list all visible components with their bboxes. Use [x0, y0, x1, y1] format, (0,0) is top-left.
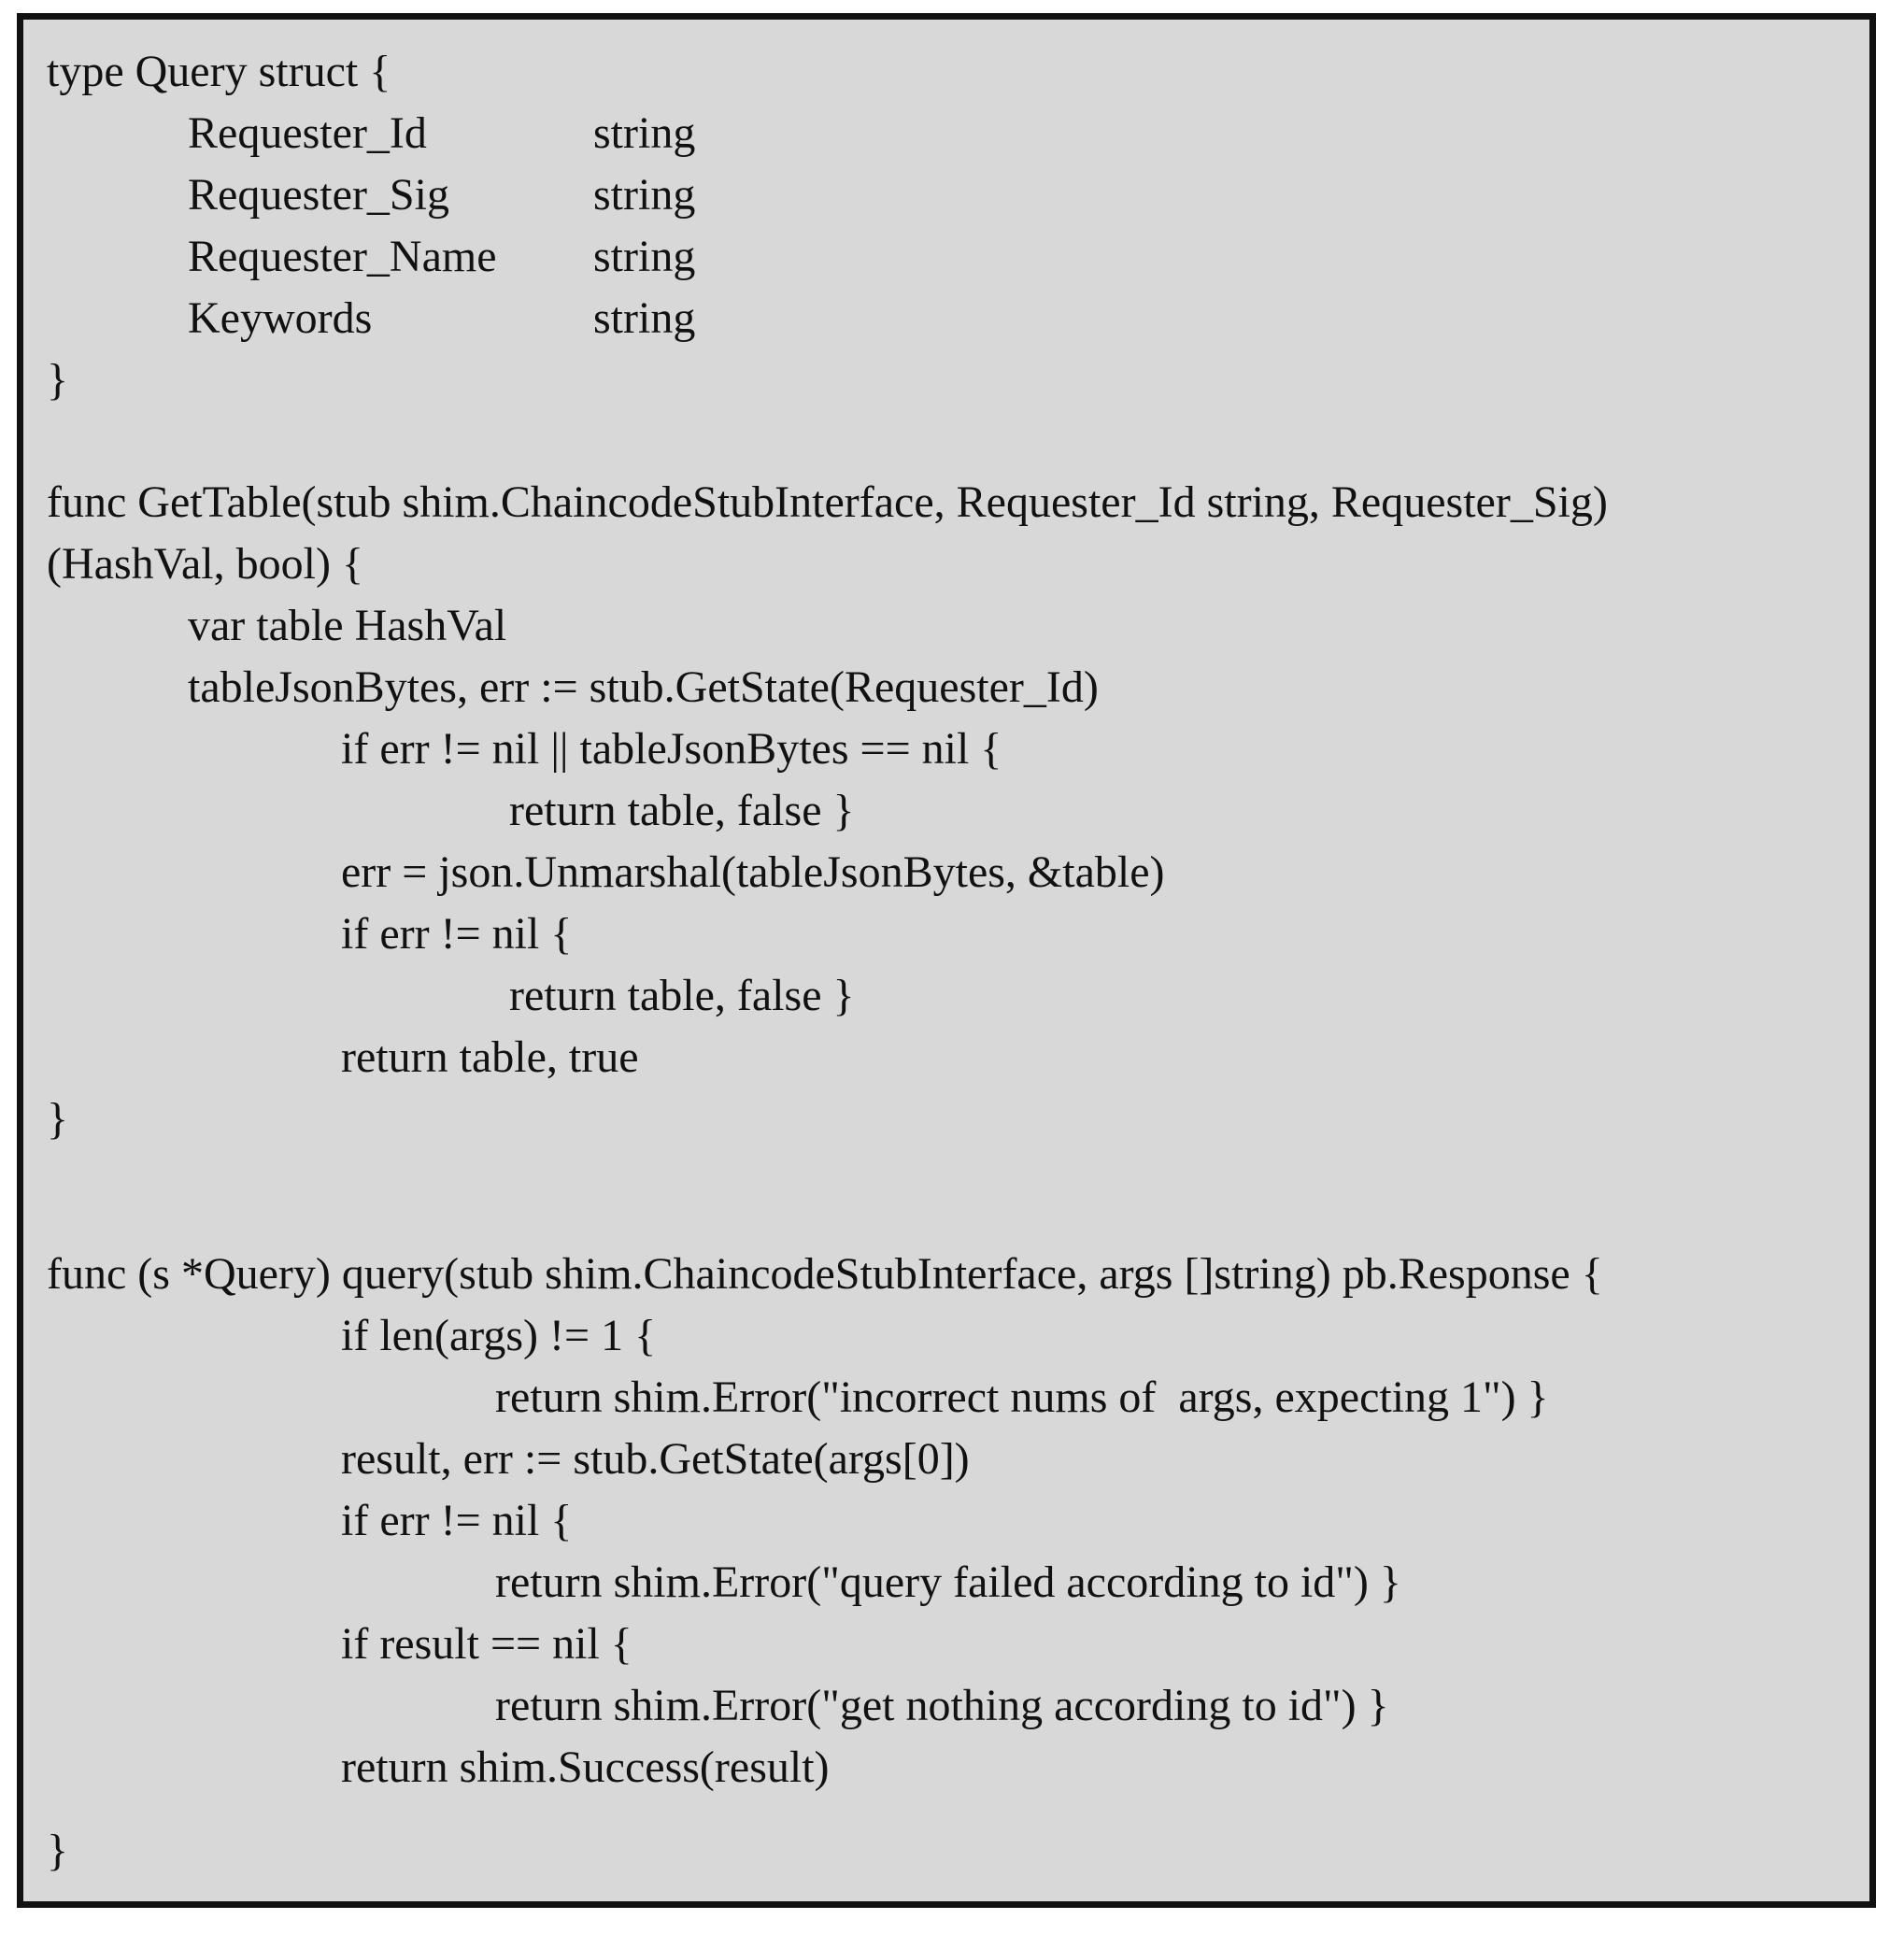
code-line: if err != nil { [341, 1496, 573, 1545]
struct-field-type: string [593, 108, 696, 158]
struct-field-type: string [593, 232, 696, 281]
struct-close-brace: } [47, 355, 69, 405]
struct-field-type: string [593, 293, 696, 343]
struct-field-name: Requester_Name [188, 232, 497, 281]
gettable-close-brace: } [47, 1094, 69, 1144]
code-line: var table HashVal [188, 601, 507, 650]
code-listing-box [17, 13, 1876, 1908]
struct-field-name: Requester_Sig [188, 170, 449, 220]
code-line: tableJsonBytes, err := stub.GetState(Requester_Id) [188, 662, 1099, 712]
struct-header: type Query struct { [47, 47, 391, 96]
code-line: return shim.Error("query failed according to id") } [495, 1557, 1401, 1607]
code-line: if len(args) != 1 { [341, 1311, 657, 1360]
code-line: return shim.Error("incorrect nums of args, expecting 1") } [495, 1372, 1549, 1422]
code-line: return table, false } [509, 786, 855, 835]
code-line: result, err := stub.GetState(args[0]) [341, 1434, 970, 1484]
code-line: return table, true [341, 1032, 639, 1082]
code-line: return shim.Success(result) [341, 1742, 830, 1792]
code-line: return table, false } [509, 971, 855, 1020]
code-line: if result == nil { [341, 1619, 632, 1669]
gettable-signature-return: (HashVal, bool) { [47, 539, 363, 589]
query-close-brace: } [47, 1826, 69, 1875]
struct-field-type: string [593, 170, 696, 220]
query-signature: func (s *Query) query(stub shim.ChaincodeStubInterface, args []string) pb.Response { [47, 1249, 1603, 1299]
code-line: if err != nil || tableJsonBytes == nil { [341, 724, 1002, 774]
gettable-signature: func GetTable(stub shim.ChaincodeStubInterface, Requester_Id string, Requester_Sig) [47, 477, 1608, 527]
code-line: return shim.Error("get nothing according to id") } [495, 1681, 1389, 1730]
struct-field-name: Requester_Id [188, 108, 427, 158]
code-line: err = json.Unmarshal(tableJsonBytes, &table) [341, 847, 1165, 897]
code-line: if err != nil { [341, 909, 573, 959]
struct-field-name: Keywords [188, 293, 373, 343]
